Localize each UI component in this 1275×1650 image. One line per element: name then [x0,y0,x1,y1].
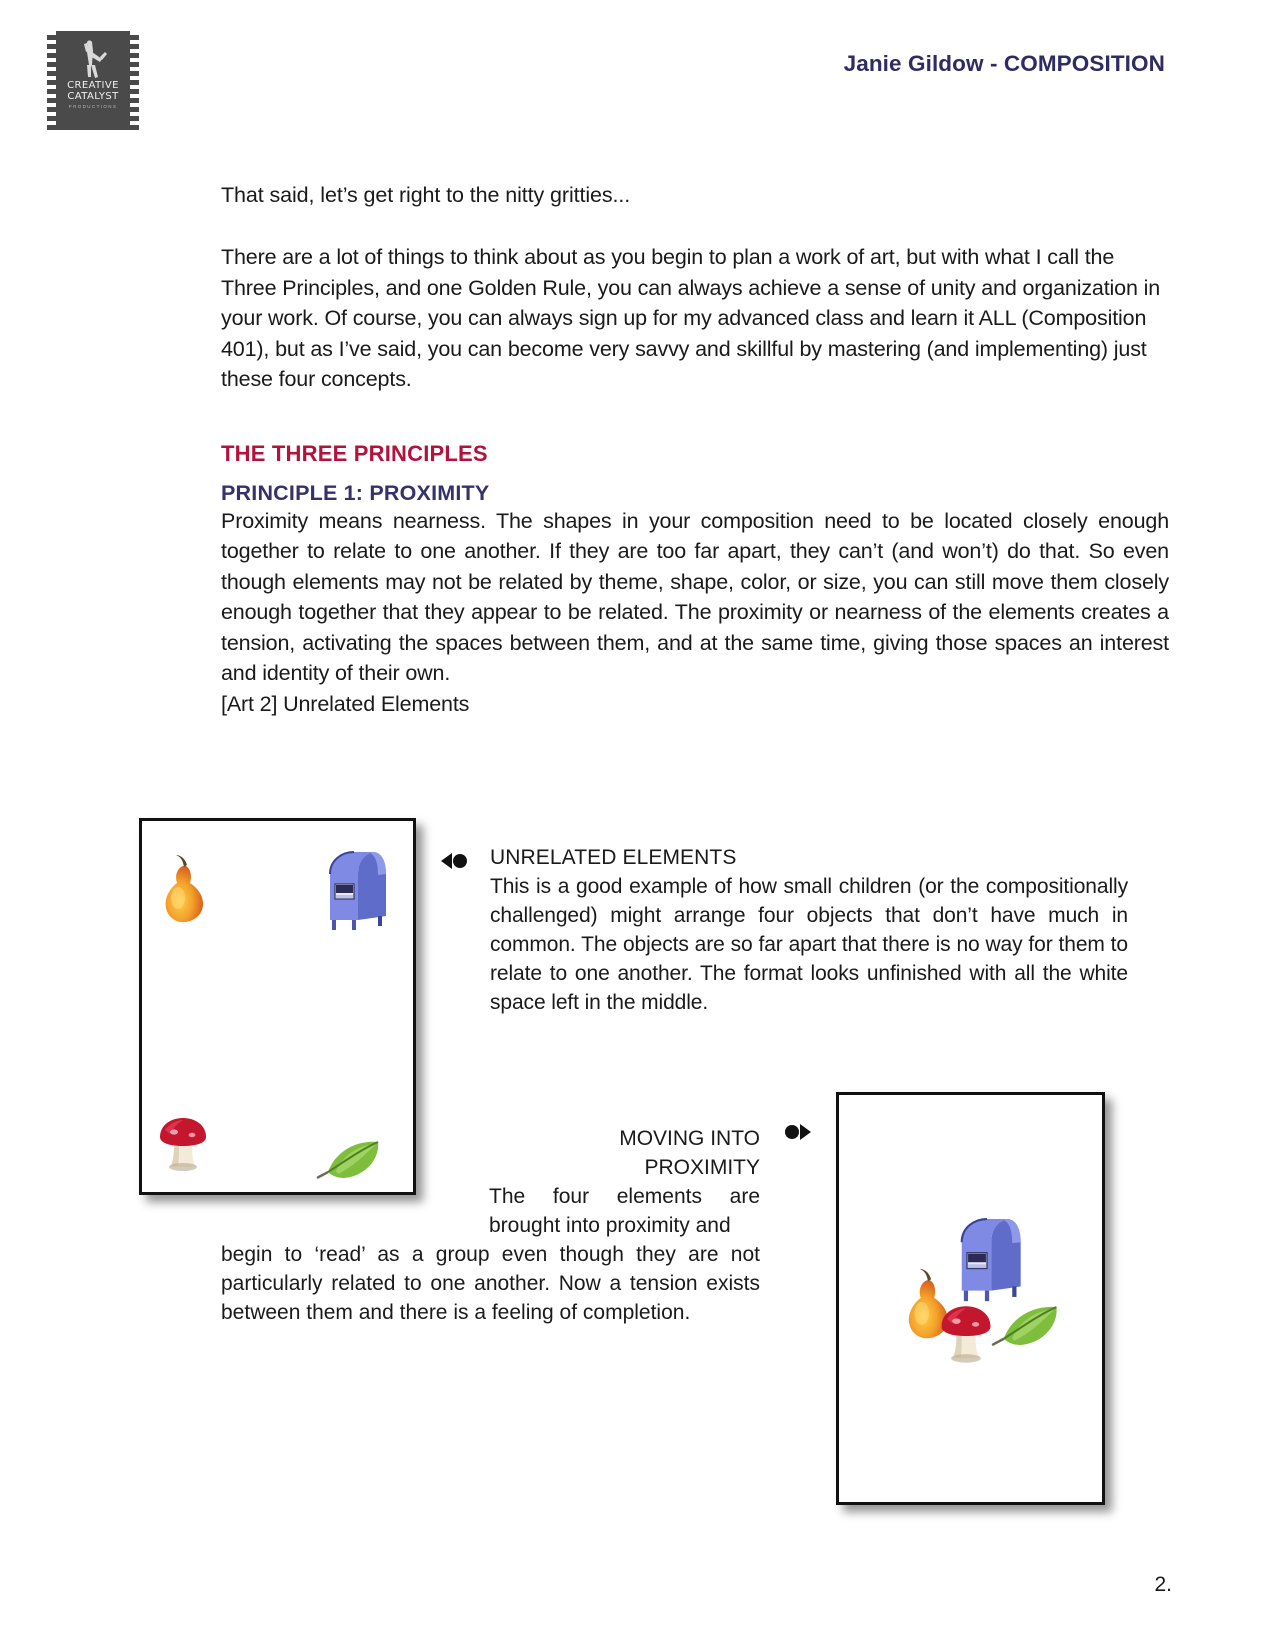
unrelated-elements-caption [490,843,1128,1017]
principle-1-body-paragraph: Proximity means nearness. The shapes in your composition need to be located closely enough together to relate to one another. If they are too far apart, they can’t (and won’t) do that. So even though elements may not be related by theme, shape, color, or size, you can still move them closely enough together that they appear to be related. The proximity or nearness of the elements creates a tension, activating the spaces between them, and at the same time, giving those spaces an interest and identity of their own. [221,508,1169,685]
intro-paragraph: There are a lot of things to think about as you begin to plan a work of art, but with what I call the Three Principles, and one Golden Rule, you can always achieve a sense of unity and organization in your work. Of course, you can always sign up for my advanced class and learn it ALL (Composition 401), but as I’ve said, you can become very savvy and skillful by mastering (and implementing) just these four concepts. [221,245,1161,391]
caption-body-unrelated-elements: This is a good example of how small children (or the compositionally challenged) might arrange four objects that don’t have much in common. The objects are so far apart that there is no way for them to relate to one another. The format looks unfinished with all the white space left in the middle. [490,875,1128,1014]
arrow-pointing-left-icon [440,851,470,871]
logo-word-productions: PRODUCTIONS [68,104,118,109]
page-number: 2. [1154,1573,1172,1596]
caption-body-proximity-indent: The four elements are brought into proximity and [489,1185,760,1237]
logo-word-catalyst: CATALYST [67,91,119,102]
mushroom-icon [152,1115,214,1175]
creative-catalyst-logo [47,31,139,130]
moving-into-proximity-caption [221,1124,760,1327]
caption-title-unrelated-elements: UNRELATED ELEMENTS [490,846,737,869]
caption-title-proximity: PROXIMITY [644,1156,760,1179]
arrow-pointing-right-icon [782,1122,812,1142]
mailbox-icon [316,844,392,934]
main-text-column [221,180,1169,719]
page-header-title: Janie Gildow - COMPOSITION [843,51,1165,76]
caption-body-proximity-rest: begin to ‘read’ as a group even though they are not particularly related to one another. Now a tension exists between them and there is a feeling of completion. [221,1243,760,1324]
section-heading-three-principles: THE THREE PRINCIPLES [221,440,488,466]
film-perforations-left [47,31,56,130]
film-perforations-right [130,31,139,130]
leaf-icon [989,1300,1067,1350]
pear-icon [156,851,214,925]
mailbox-icon [947,1210,1027,1306]
caption-title-moving-into: MOVING INTO [619,1127,760,1150]
art-reference-note: [Art 2] Unrelated Elements [221,691,470,716]
moving-into-proximity-illustration [836,1092,1105,1505]
lead-paragraph: That said, let’s get right to the nitty gritties... [221,183,631,207]
figure-icon [76,40,110,80]
heading-principle-1-proximity: PRINCIPLE 1: PROXIMITY [221,480,490,505]
logo-word-creative: CREATIVE [67,80,119,91]
